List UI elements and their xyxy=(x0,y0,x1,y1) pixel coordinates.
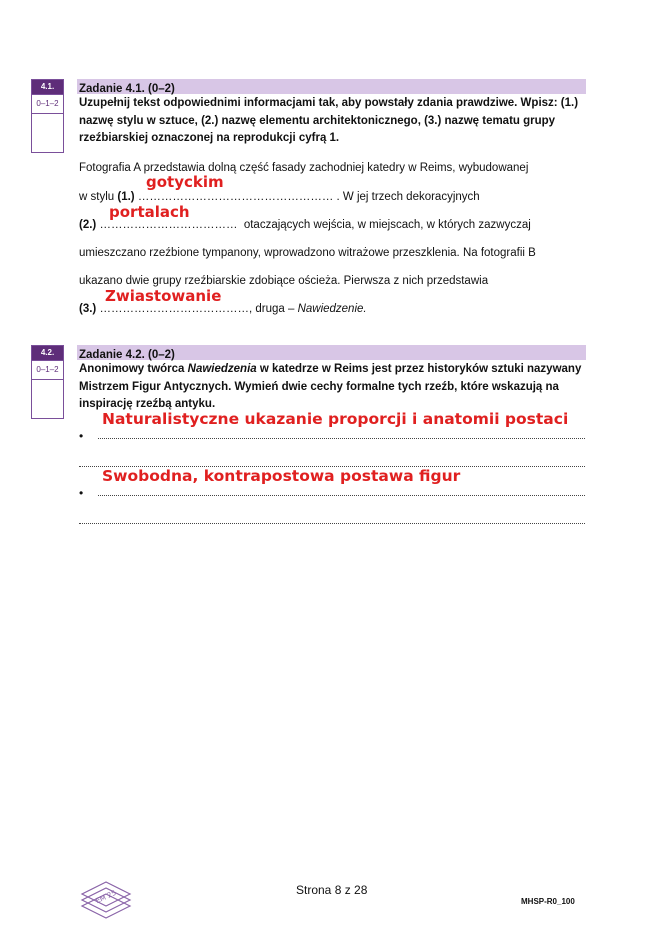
task-title: Zadanie 4.1. (0–2) xyxy=(79,83,175,95)
answer-3-theme: Zwiastowanie xyxy=(105,287,222,305)
task-4-2-score-box xyxy=(31,345,64,419)
task-points: 0–1–2 xyxy=(32,360,63,380)
task-4-2-instruction: Anonimowy twórca Nawiedzenia w katedrze w Reims jest przez historyków sztuki nazywany Mistrzem Figur Antycznych. Wymień dwie cechy formalne tych rzeźb, które wskazują na inspirację rzeźbą antyku. xyxy=(79,363,582,410)
task-4-1-header xyxy=(77,79,586,94)
bullet-1: • xyxy=(79,429,84,443)
text-line-3: (2.) ……………………………… otaczających wejścia, w miejscach, w których zazwyczaj xyxy=(79,219,531,231)
answer-2-element: portalach xyxy=(109,203,190,221)
text-line-6: (3.) …………………………………, druga – Nawiedzenie. xyxy=(79,303,367,315)
page-number: Strona 8 z 28 xyxy=(296,883,368,897)
score-field xyxy=(32,114,63,152)
text-line-4: umieszczano rzeźbione tympanony, wprowadzono witrażowe przeszklenia. Na fotografii B xyxy=(79,247,536,259)
bullet-2: • xyxy=(79,486,84,500)
answer-1-style: gotyckim xyxy=(146,173,224,191)
answer-feature-1: Naturalistyczne ukazanie proporcji i anatomii postaci xyxy=(102,410,569,428)
task-points: 0–1–2 xyxy=(32,94,63,114)
task-number: 4.1. xyxy=(32,80,63,94)
cke-logo xyxy=(78,880,134,920)
answer-line xyxy=(98,438,585,439)
answer-line xyxy=(79,523,585,524)
task-title: Zadanie 4.2. (0–2) xyxy=(79,349,175,361)
document-code: MHSP-R0_100 xyxy=(521,897,575,906)
task-4-1-instruction: Uzupełnij tekst odpowiednimi informacjami tak, aby powstały zdania prawdziwe. Wpisz: (1.) nazwę stylu w sztuce, (2.) nazwę elementu architektonicznego, (3.) nazwę tematu grupy rzeźbiarskiej oznaczonej na reprodukcji cyfrą 1. xyxy=(79,97,579,144)
task-4-2-header xyxy=(77,345,586,360)
score-field xyxy=(32,380,63,418)
answer-line xyxy=(98,495,585,496)
task-4-1-score-box xyxy=(31,79,64,153)
answer-feature-2: Swobodna, kontrapostowa postawa figur xyxy=(102,467,461,485)
text-line-5: ukazano dwie grupy rzeźbiarskie zdobiące ościeża. Pierwsza z nich przedstawia xyxy=(79,275,489,287)
text-line-1: Fotografia A przedstawia dolną część fasady zachodniej katedry w Reims, wybudowanej xyxy=(79,162,529,174)
svg-text:EM 25: EM 25 xyxy=(94,888,118,906)
task-number: 4.2. xyxy=(32,346,63,360)
text-line-2: w stylu (1.) …………………………………………… . W jej trzech dekoracyjnych xyxy=(79,191,480,203)
layered-diamond-icon xyxy=(78,880,134,920)
